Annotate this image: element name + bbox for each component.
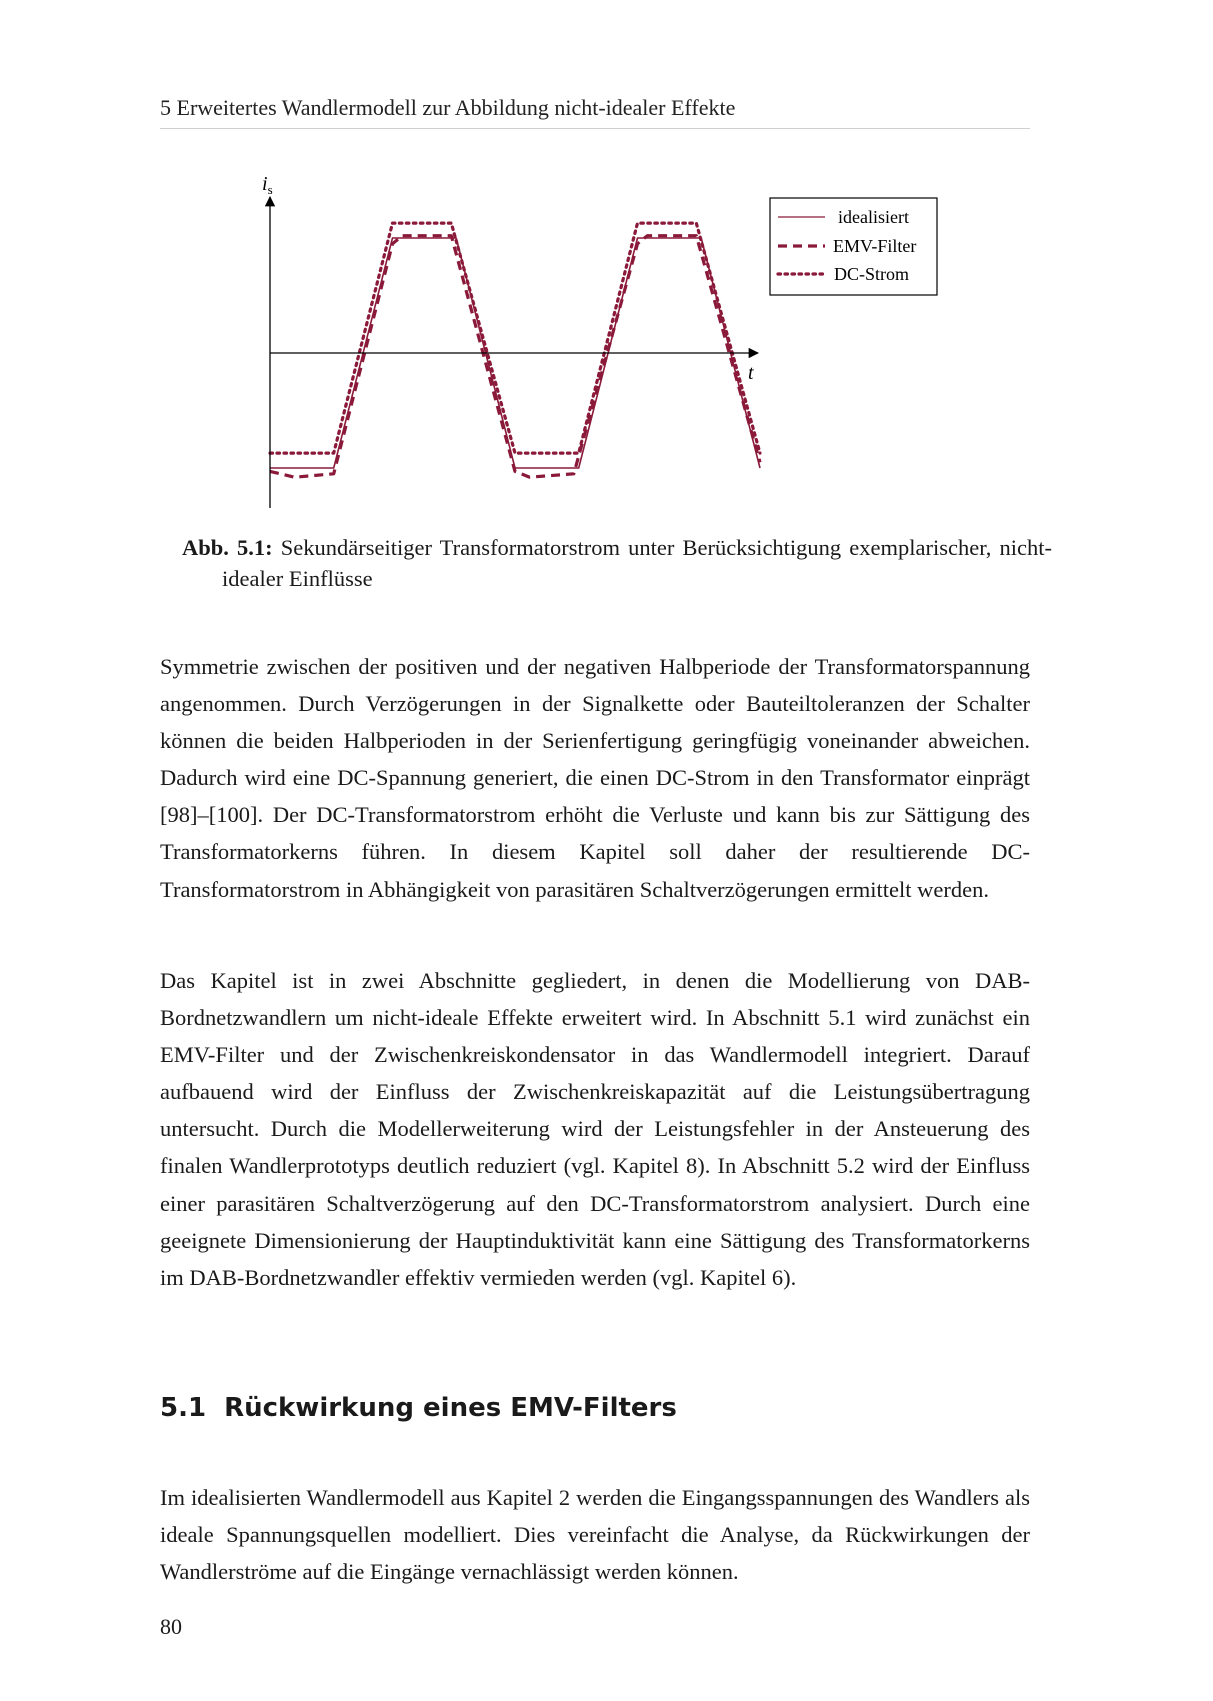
- x-axis-label: t: [748, 362, 754, 384]
- series-line-emv-filter: [270, 236, 760, 478]
- figure-chart: [0, 0, 1213, 520]
- y-axis-label-sub: s: [267, 182, 273, 197]
- running-header: 5 Erweitertes Wandlermodell zur Abbildung nicht-idealer Effekte: [160, 95, 736, 120]
- figure-caption: [182, 532, 1052, 594]
- section-number: 5.1: [160, 1393, 207, 1423]
- page-number: 80: [160, 1614, 182, 1639]
- body-paragraph: Symmetrie zwischen der positiven und der negativen Halbperiode der Transformatorspannung angenommen. Durch Verzögerungen in der Signalkette oder Bauteiltoleranzen der Schalter können die beiden Halbperioden in der Serienfertigung geringfügig voneinander abweichen. Dadurch wird eine DC-Spannung generiert, die einen DC-Strom in den Transformator einprägt [98]–[100]. Der DC-Transformatorstrom erhöht die Verluste und kann bis zur Sättigung des Transformatorkerns führen. In diesem Kapitel soll daher der resultierende DC-Transformatorstrom in Abhängigkeit von parasitären Schaltverzögerungen ermittelt werden.: [160, 654, 1030, 902]
- plot-area: [270, 223, 760, 477]
- body-paragraph: Das Kapitel ist in zwei Abschnitte gegliedert, in denen die Modellierung von DAB-Bordnetzwandlern um nicht-ideale Effekte erweitert wird. In Abschnitt 5.1 wird zunächst ein EMV-Filter und der Zwischenkreiskondensator in das Wandlermodell integriert. Darauf aufbauend wird der Einfluss der Zwischenkreiskapazität auf die Leistungsübertragung untersucht. Durch die Modellerweiterung wird der Leistungsfehler in der Ansteuerung des finalen Wandlerprototyps deutlich reduziert (vgl. Kapitel 8). In Abschnitt 5.2 wird der Einfluss einer parasitären Schaltverzögerung auf den DC-Transformatorstrom analysiert. Durch eine geeignete Dimensionierung der Hauptinduktivität kann eine Sättigung des Transformatorkerns im DAB-Bordnetzwandler effektiv vermieden werden (vgl. Kapitel 6).: [160, 968, 1030, 1290]
- body-paragraph: Im idealisierten Wandlermodell aus Kapitel 2 werden die Eingangsspannungen des Wandlers als ideale Spannungsquellen modelliert. Dies vereinfacht die Analyse, da Rückwirkungen der Wandlerströme auf die Eingänge vernachlässigt werden können.: [160, 1485, 1030, 1585]
- legend-label-emv-filter: EMV-Filter: [833, 236, 917, 256]
- figure-caption-text: Sekundärseitiger Transformatorstrom unter Berücksichtigung exemplarischer, nicht-idealer Einflüsse: [222, 535, 1053, 591]
- series-line-dc-strom: [270, 223, 760, 453]
- legend-label-dc-strom: DC-Strom: [834, 264, 910, 284]
- y-axis-label: [262, 173, 273, 197]
- figure-caption-label: Abb. 5.1:: [182, 535, 273, 560]
- y-axis-label-main: i: [262, 173, 268, 195]
- section-title: Rückwirkung eines EMV-Filters: [224, 1393, 677, 1423]
- section-heading: [160, 1393, 1030, 1423]
- legend: [770, 198, 937, 295]
- legend-label-idealisiert: idealisiert: [838, 207, 909, 227]
